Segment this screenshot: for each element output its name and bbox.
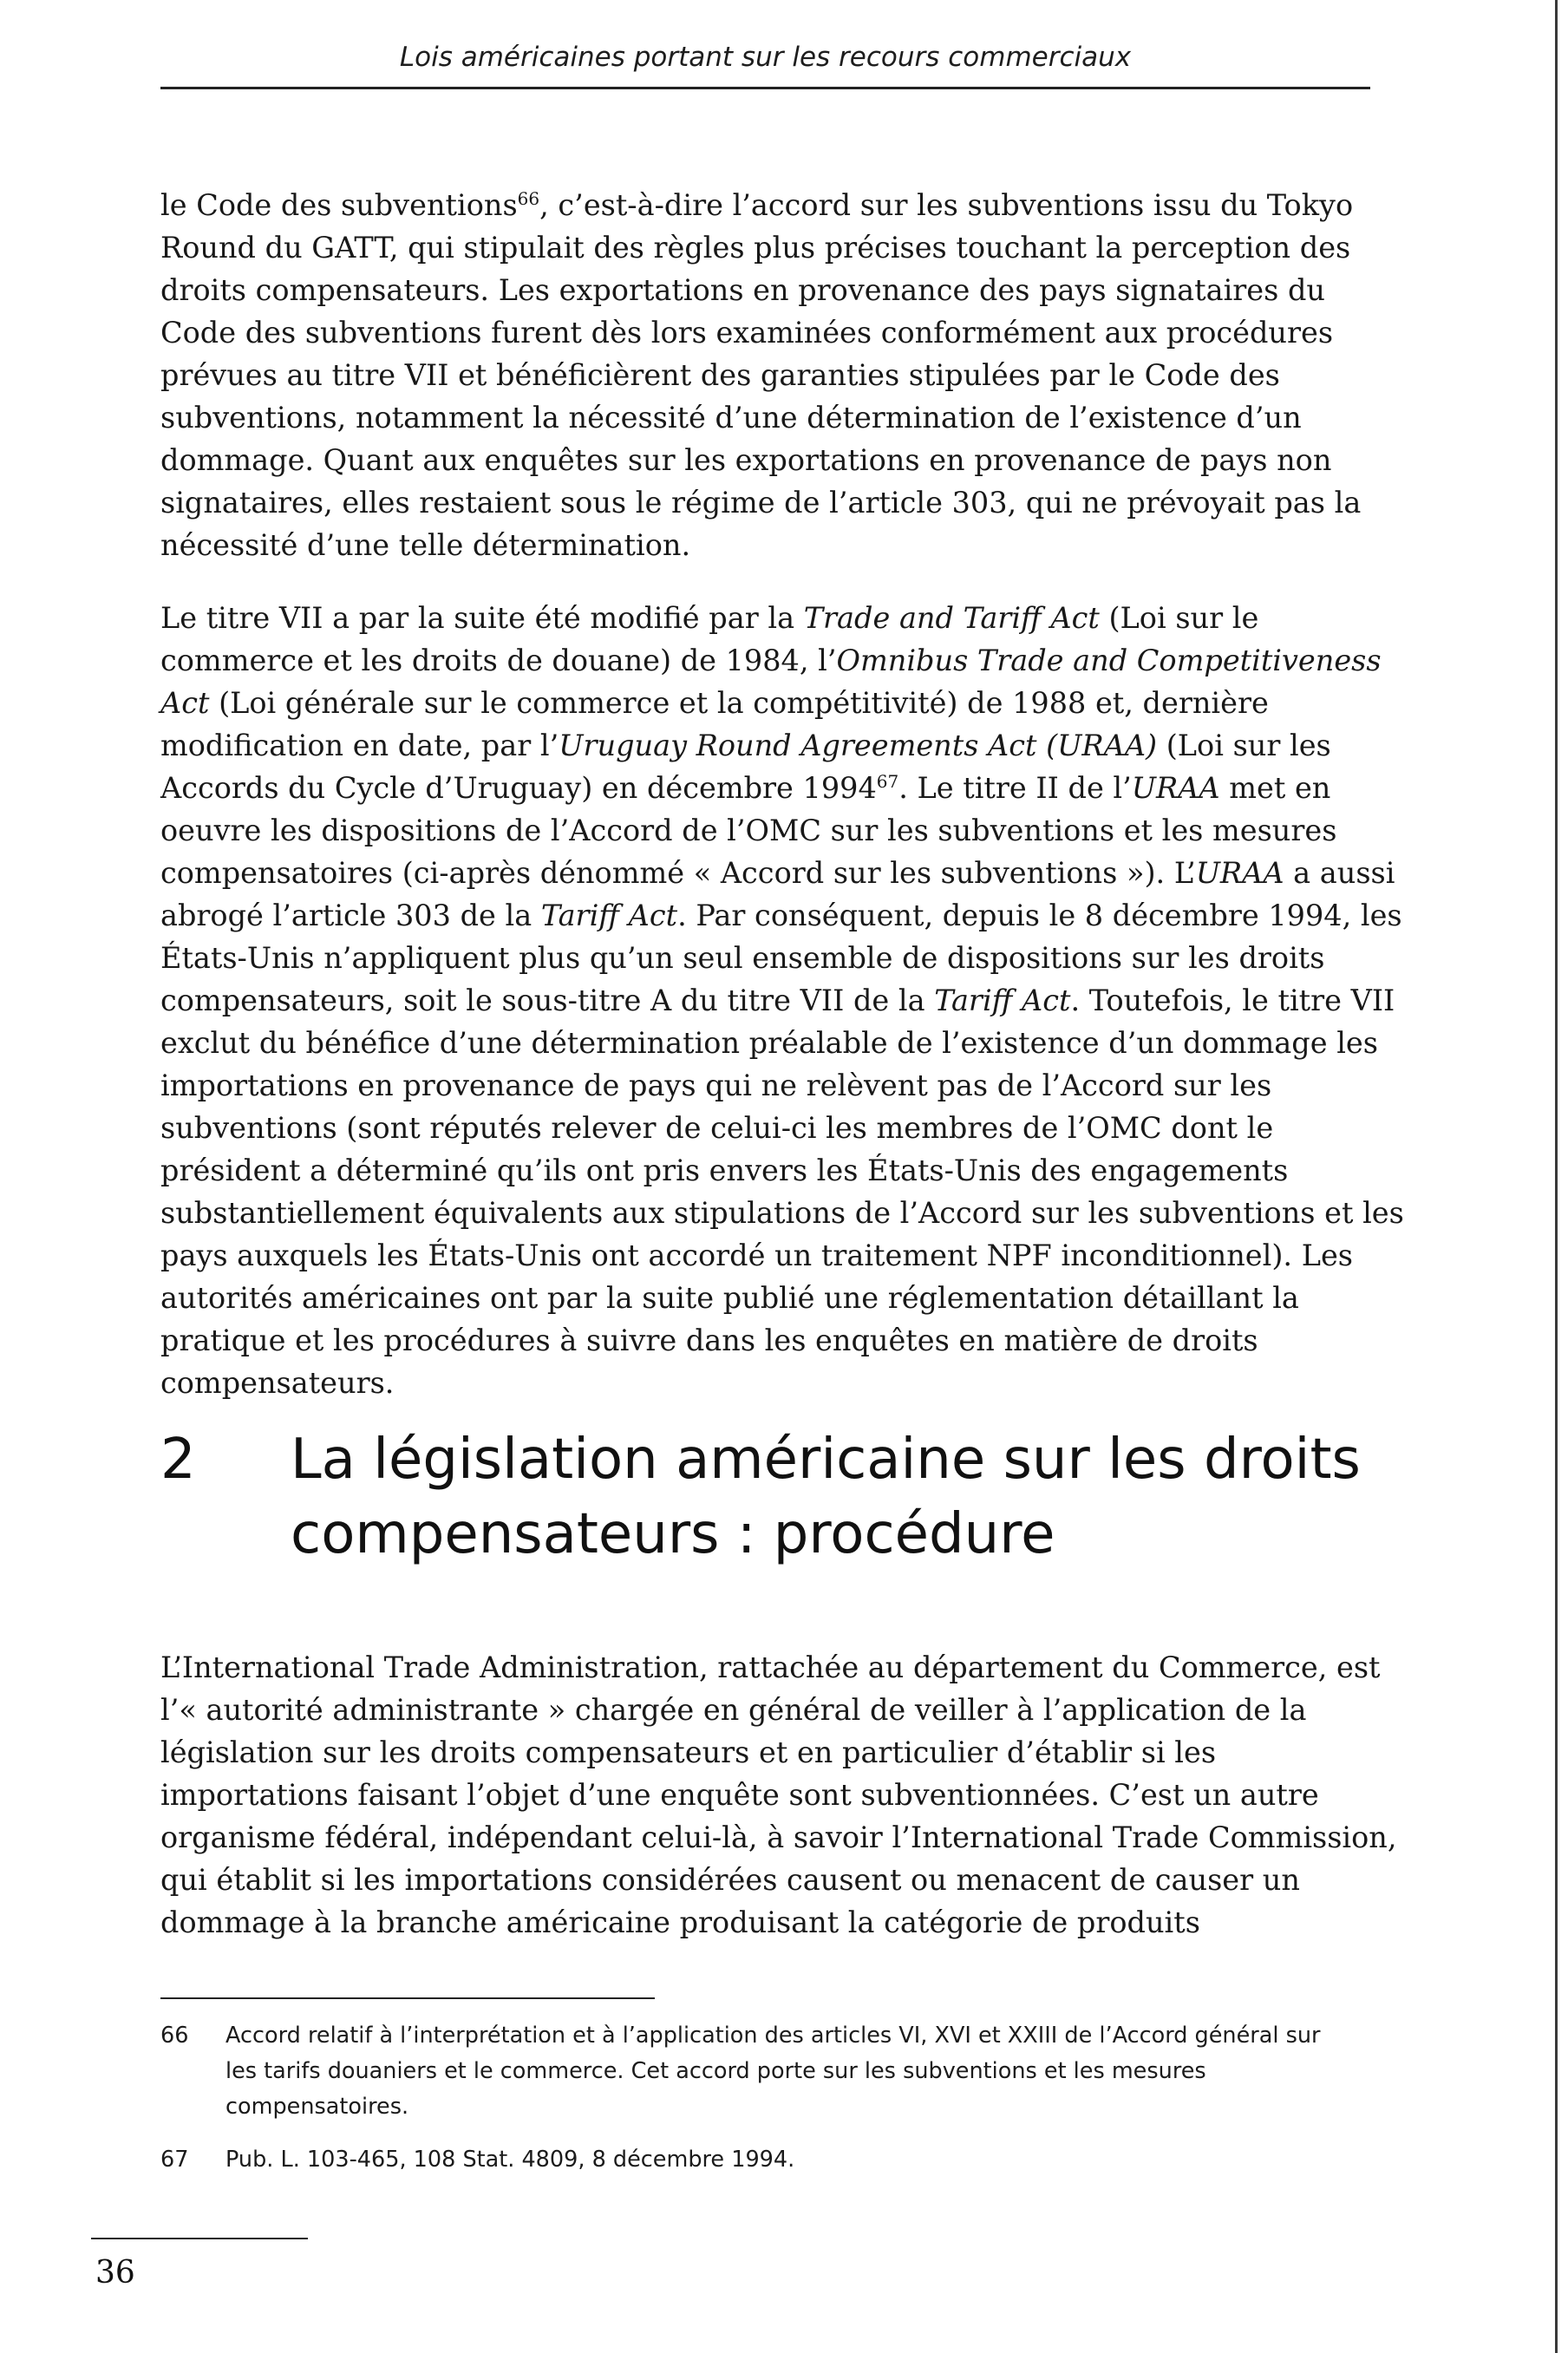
body-paragraph-2 <box>160 597 1409 1404</box>
p1-text-1: le Code des subventions <box>160 188 518 222</box>
footnote-67 <box>160 2142 1357 2178</box>
p2-italic-6: Tariff Act <box>540 899 678 932</box>
running-header: Lois américaines portant sur les recours commerciaux <box>399 42 1132 73</box>
footnote-number: 67 <box>160 2147 189 2173</box>
section-number: 2 <box>160 1428 196 1492</box>
footnote-ref-67[interactable]: 67 <box>876 770 899 792</box>
page-edge-line <box>1555 0 1558 2353</box>
footnote-rule <box>160 1997 655 1999</box>
footnote-66 <box>160 2018 1357 2125</box>
p1-text-2: , c’est-à-dire l’accord sur les subventions issu du Tokyo Round du GATT, qui stipulait des règles plus précises touchant la perception des droits compensateurs. Les exportations en provenance des pays signataires du Code des subventions furent dès lors examinées conformément aux procédures prévues au titre VII et bénéficièrent des garanties stipulées par le Code des subventions, notamment la nécessité d’une détermination de l’existence d’un dommage. Quant aux enquêtes sur les exportations en provenance de pays non signataires, elles restaient sous le régime de l’article 303, qui ne prévoyait pas la nécessité d’une telle détermination. <box>160 188 1362 562</box>
footnote-ref-66[interactable]: 66 <box>517 187 540 209</box>
section-title: La législation américaine sur les droits compensateurs : procédure <box>291 1428 1361 1566</box>
footnote-text: Pub. L. 103-465, 108 Stat. 4809, 8 décembre 1994. <box>225 2147 795 2173</box>
p2-italic-7: Tariff Act <box>934 984 1071 1017</box>
p2-text-5: . Le titre II de l’ <box>898 771 1132 805</box>
footnote-text: Accord relatif à l’interprétation et à l’application des articles VI, XVI et XXIII de l’Accord général sur les tarifs douaniers et le commerce. Cet accord porte sur les subventions et les mesures compensatoires. <box>225 2023 1321 2120</box>
p2-italic-3: Uruguay Round Agreements Act (URAA) <box>559 729 1158 762</box>
header-rule <box>160 87 1370 89</box>
p2-italic-2: Omnibus Trade and Competitiveness Act <box>160 644 1382 720</box>
p2-text-9: . Toutefois, le titre VII exclut du bénéfice d’une détermination préalable de l’existence d’un dommage les importations en provenance de pays qui ne relèvent pas de l’Accord sur les subventions (sont réputés relever de celui-ci les membres de l’OMC dont le président a déterminé qu’ils ont pris envers les États-Unis des engagements substantiellement équivalents aux stipulations de l’Accord sur les subventions et les pays auxquels les États-Unis ont accordé un traitement NPF inconditionnel). Les autorités américaines ont par la suite publié une réglementation détaillant la pratique et les procédures à suivre dans les enquêtes en matière de droits compensateurs. <box>160 984 1404 1400</box>
body-paragraph-3: L’International Trade Administration, rattachée au département du Commerce, est l’« autorité administrante » chargée en général de veiller à l’application de la législation sur les droits compensateurs et en particulier d’établir si les importations faisant l’objet d’une enquête sont subventionnées. C’est un autre organisme fédéral, indépendant celui-là, à savoir l’International Trade Commission, qui établit si les importations considérées causent ou menacent de causer un dommage à la branche américaine produisant la catégorie de produits <box>160 1650 1397 1939</box>
p2-text-4: (Loi sur les Accords du Cycle d’Uruguay) en décembre 1994 <box>160 729 1331 805</box>
p2-text-7: a aussi abrogé l’article 303 de la <box>160 856 1395 932</box>
p2-italic-4: URAA <box>1131 771 1220 805</box>
p2-italic-1: Trade and Tariff Act <box>803 601 1100 635</box>
page-number-rule <box>91 2238 308 2239</box>
section-heading <box>160 1422 1392 1572</box>
footnote-number: 66 <box>160 2023 189 2049</box>
p2-text-6: met en oeuvre les dispositions de l’Accord de l’OMC sur les subventions et les mesures compensatoires (ci-après dénommé « Accord sur les subventions »). L’ <box>160 771 1337 890</box>
p2-text-1: Le titre VII a par la suite été modifié par la <box>160 601 804 635</box>
p2-text-3: (Loi générale sur le commerce et la compétitivité) de 1988 et, dernière modification en date, par l’ <box>160 686 1269 762</box>
p2-text-8: . Par conséquent, depuis le 8 décembre 1994, les États-Unis n’appliquent plus qu’un seul ensemble de dispositions sur les droits compensateurs, soit le sous-titre A du titre VII de la <box>160 899 1402 1017</box>
p2-text-2: (Loi sur le commerce et les droits de douane) de 1984, l’ <box>160 601 1259 677</box>
p2-italic-5: URAA <box>1195 856 1284 890</box>
page-number: 36 <box>95 2255 135 2291</box>
body-paragraph-1 <box>160 184 1409 566</box>
